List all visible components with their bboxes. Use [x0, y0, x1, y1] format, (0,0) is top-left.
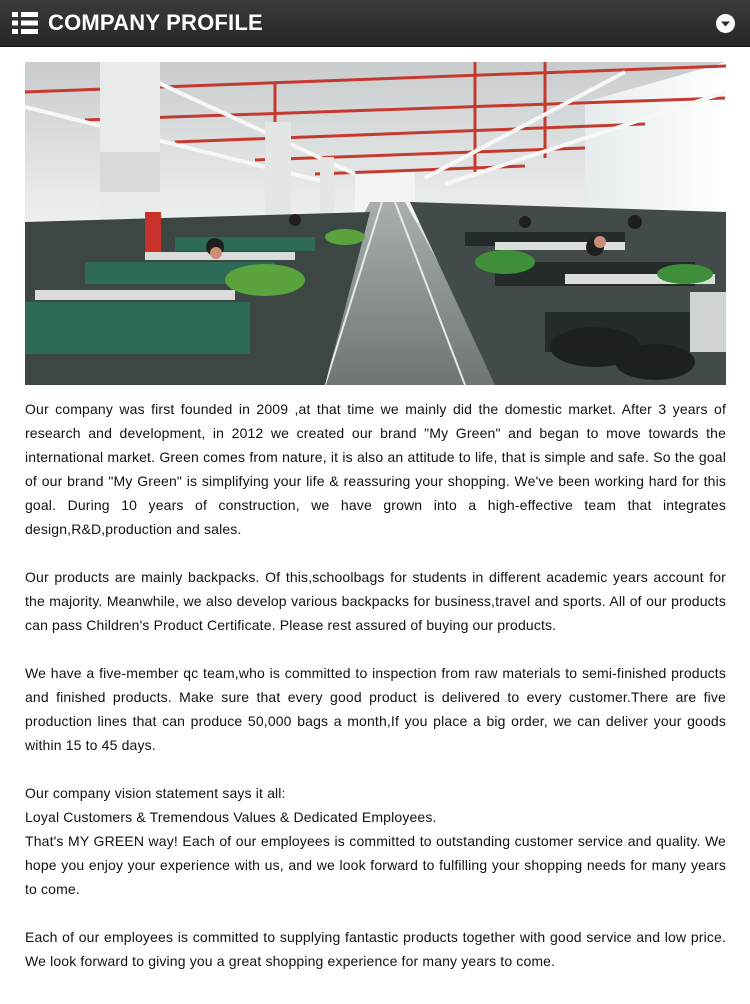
vision-intro: Our company vision statement says it all:	[25, 785, 286, 801]
page-title: COMPANY PROFILE	[48, 10, 263, 35]
paragraph-production: We have a five-member qc team,who is committed to inspection from raw materials to semi-finished products and finished products. Make sure that every good product is delivered to every customer.There are five production lines that can produce 50,000 bags a month,If you place a big order, we can deliver your goods within 15 to 45 days.	[25, 665, 726, 753]
vision-values: Loyal Customers & Tremendous Values & Dedicated Employees.	[25, 809, 437, 825]
chevron-down-circle-icon[interactable]	[716, 14, 735, 33]
paragraph-history: Our company was first founded in 2009 ,at that time we mainly did the domestic market. After 3 years of research and development, in 2012 we created our brand "My Green" and began to move towards the international market. Green comes from nature, it is also an attitude to life, that is simple and safe. So the goal of our brand "My Green" is simplifying your life & reassuring your shopping. We've been working hard for this goal. During 10 years of construction, we have grown into a high-effective team that integrates design,R&D,production and sales.	[25, 401, 726, 537]
profile-text	[25, 397, 726, 997]
paragraph-vision	[25, 781, 726, 901]
vision-statement: That's MY GREEN way! Each of our employees is committed to outstanding customer service and quality. We hope you enjoy your experience with us, and we look forward to fulfilling your shopping needs for many years to come.	[25, 833, 726, 897]
factory-floor-photo	[25, 62, 726, 385]
section-header	[0, 0, 750, 47]
paragraph-products: Our products are mainly backpacks. Of this,schoolbags for students in different academic years account for the majority. Meanwhile, we also develop various backpacks for business,travel and sports. All of our products can pass Children's Product Certificate. Please rest assured of buying our products.	[25, 569, 726, 633]
factory-illustration	[25, 62, 726, 385]
paragraph-closing: Each of our employees is committed to supplying fantastic products together with good service and low price. We look forward to giving you a great shopping experience for many years to come.	[25, 929, 726, 969]
list-icon	[12, 11, 38, 35]
